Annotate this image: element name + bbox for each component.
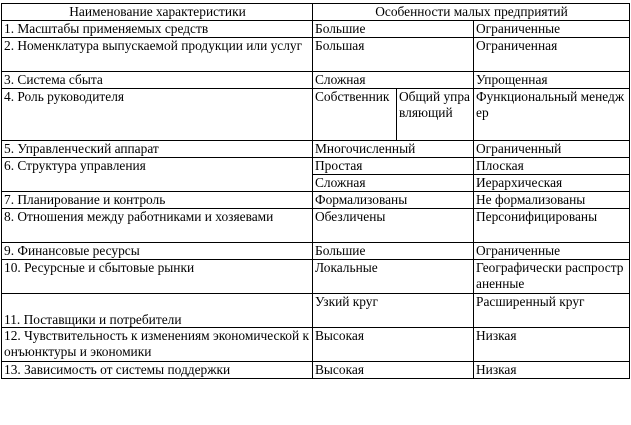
row-value-b: Низкая xyxy=(474,362,630,379)
table-row xyxy=(2,209,630,243)
row-value-b: Ограниченная xyxy=(474,38,630,72)
row-value-manager: Общий управляющий xyxy=(397,89,474,141)
header-features: Особенности малых предприятий xyxy=(313,4,630,21)
row-value-a: Большая xyxy=(313,38,474,72)
table-row xyxy=(2,141,630,158)
table-row xyxy=(2,362,630,379)
row-value-b: Низкая xyxy=(474,328,630,362)
row-value-b: Иерархическая xyxy=(474,175,630,192)
header-name: Наименование характеристики xyxy=(2,4,313,21)
table-row xyxy=(2,89,630,141)
table-header-row xyxy=(2,4,630,21)
table-row xyxy=(2,38,630,72)
row-value-a: Многочисленный xyxy=(313,141,474,158)
row-value-b: Ограниченные xyxy=(474,21,630,38)
row-value-a: Формализованы xyxy=(313,192,474,209)
row-value-b: Персонифицированы xyxy=(474,209,630,243)
table-row xyxy=(2,294,630,328)
row-value-a: Сложная xyxy=(313,72,474,89)
table-row xyxy=(2,72,630,89)
row-name: 1. Масштабы применяемых средств xyxy=(2,21,313,38)
row-value-b: Ограниченные xyxy=(474,243,630,260)
row-value-a: Сложная xyxy=(313,175,474,192)
row-name: 4. Роль руководителя xyxy=(2,89,313,141)
table-row xyxy=(2,21,630,38)
row-value-a: Простая xyxy=(313,158,474,175)
row-value-owner: Собственник xyxy=(313,89,397,141)
row-value-a: Обезличены xyxy=(313,209,474,243)
row-value-b: Плоская xyxy=(474,158,630,175)
row-value-b: Не формализованы xyxy=(474,192,630,209)
table-row xyxy=(2,328,630,362)
row-name: 2. Номенклатура выпускаемой продукции или услуг xyxy=(2,38,313,72)
table-row xyxy=(2,243,630,260)
row-name: 12. Чувствительность к изменениям экономической конъюнктуры и экономики xyxy=(2,328,313,362)
row-name: 13. Зависимость от системы поддержки xyxy=(2,362,313,379)
table-row xyxy=(2,158,630,175)
row-value-b: Географически распространенные xyxy=(474,260,630,294)
row-name: 7. Планирование и контроль xyxy=(2,192,313,209)
row-name: 10. Ресурсные и сбытовые рынки xyxy=(2,260,313,294)
row-value-b: Расширенный круг xyxy=(474,294,630,328)
row-name: 11. Поставщики и потребители xyxy=(2,294,313,328)
table-row xyxy=(2,260,630,294)
row-value-a: Узкий круг xyxy=(313,294,474,328)
table-row xyxy=(2,192,630,209)
row-value-a: Высокая xyxy=(313,328,474,362)
row-name: 6. Структура управления xyxy=(2,158,313,192)
row-value-a: Локальные xyxy=(313,260,474,294)
characteristics-table xyxy=(1,3,630,379)
row-name: 8. Отношения между работниками и хозяевами xyxy=(2,209,313,243)
row-value-b: Функциональный менеджер xyxy=(474,89,630,141)
row-value-b: Ограниченный xyxy=(474,141,630,158)
row-name: 5. Управленческий аппарат xyxy=(2,141,313,158)
row-value-a: Высокая xyxy=(313,362,474,379)
row-value-a: Большие xyxy=(313,21,474,38)
row-value-b: Упрощенная xyxy=(474,72,630,89)
row-name: 9. Финансовые ресурсы xyxy=(2,243,313,260)
row-name: 3. Система сбыта xyxy=(2,72,313,89)
row-value-a: Большие xyxy=(313,243,474,260)
